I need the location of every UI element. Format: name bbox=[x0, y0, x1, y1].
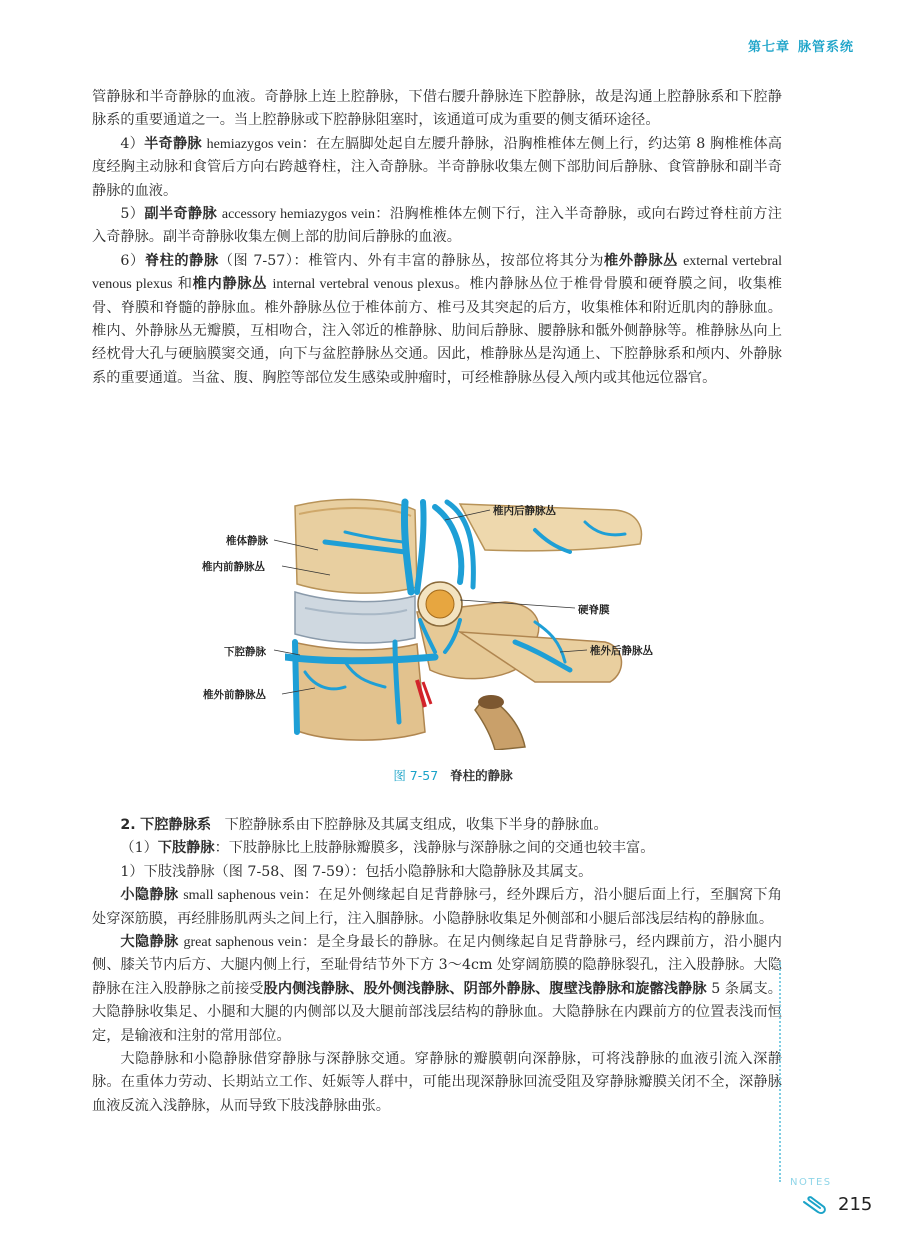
paragraph-text: ：是全身最长的静脉。在足内侧缘起自足背静脉弓，经内踝前方，沿小腿内侧、膝关节内后方、大腿内侧上行，至耻骨结节外下方 3～4cm 处穿阔筋膜的隐静脉裂孔，注入股静脉。大隐静脉在注入股静脉之前接受 bbox=[92, 934, 782, 997]
latin-term: great saphenous vein bbox=[183, 935, 302, 951]
latin-term: hemiazygos vein bbox=[206, 136, 302, 152]
paragraph bbox=[92, 837, 782, 860]
body-text-bottom bbox=[92, 814, 782, 1118]
item-number: 5） bbox=[120, 206, 145, 223]
term: 椎外静脉丛 bbox=[604, 252, 678, 269]
figure-title: 脊柱的静脉 bbox=[450, 768, 513, 783]
paperclip-icon bbox=[800, 1194, 830, 1216]
page-number: 215 bbox=[838, 1194, 873, 1215]
chapter-title: 脉管系统 bbox=[797, 40, 854, 55]
chapter-label: 第七章 bbox=[747, 40, 790, 55]
figure-caption bbox=[0, 766, 906, 784]
term: 椎内静脉丛 bbox=[192, 276, 268, 293]
section-title: 下腔静脉系 bbox=[140, 817, 212, 833]
paragraph-text: ：下肢静脉比上肢静脉瓣膜多，浅静脉与深静脉之间的交通也较丰富。 bbox=[214, 840, 655, 857]
label-inferior-vena-cava: 下腔静脉 bbox=[224, 646, 266, 658]
paragraph bbox=[92, 203, 782, 250]
paragraph-text: 下腔静脉系由下腔静脉及其属支组成，收集下半身的静脉血。 bbox=[224, 817, 608, 833]
term: 下肢静脉 bbox=[157, 840, 215, 857]
paragraph: 管静脉和半奇静脉的血液。奇静脉上连上腔静脉，下借右腰升静脉连下腔静脉，故是沟通上腔静脉系和下腔静脉系的重要通道之一。当上腔静脉或下腔静脉阻塞时，该通道可成为重要的侧支循环途径。 bbox=[92, 89, 782, 129]
term: 小隐静脉 bbox=[120, 887, 179, 904]
paragraph-text: 。椎内静脉丛位于椎骨骨膜和硬脊膜之间，收集椎骨、脊膜和脊髓的静脉血。椎外静脉丛位于椎体前方、椎弓及其突起的后方，收集椎体和附近肌肉的静脉血。椎内、外静脉丛无瓣膜，互相吻合，注入邻近的椎静脉、肋间后静脉、腰静脉和骶外侧静脉等。椎静脉丛向上经枕骨大孔与硬脑膜窦交通，向下与盆腔静脉丛交通。因此，椎静脉丛是沟通上、下腔静脉系和颅内、外静脉系的重要通道。当盆、腹、胸腔等部位发生感染或肿瘤时，可经椎静脉丛侵入颅内或其他远位器官。 bbox=[92, 276, 782, 386]
latin-term: internal vertebral venous plexus bbox=[272, 277, 454, 293]
term: 副半奇静脉 bbox=[144, 206, 217, 223]
label-anterior-internal-plexus: 椎内前静脉丛 bbox=[202, 561, 265, 573]
term: 脊柱的静脉 bbox=[144, 252, 219, 269]
spine-veins-illustration bbox=[285, 492, 661, 750]
term: 大隐静脉 bbox=[120, 934, 179, 951]
paragraph-text: ：在足外侧缘起自足背静脉弓，经外踝后方，沿小腿后面上行，至腘窝下角处穿深筋膜，再经腓肠肌两头之间上行，注入腘静脉。小隐静脉收集足外侧部和小腿后部浅层结构的静脉血。 bbox=[92, 887, 782, 927]
paragraph-text: ：在左膈脚处起自左腰升静脉，沿胸椎椎体左侧上行，约达第 8 胸椎椎体高度经胸主动脉和食管后方向右跨越脊柱，注入奇静脉。半奇静脉收集左侧下部肋间后静脉、食管静脉和副半奇静脉的血液。 bbox=[92, 135, 782, 199]
paragraph-text: 和 bbox=[177, 276, 193, 293]
notes-margin-line bbox=[779, 962, 781, 1182]
item-number: 6） bbox=[120, 252, 145, 269]
paragraph bbox=[92, 250, 782, 390]
paragraph: 1）下肢浅静脉（图 7-58、图 7-59）：包括小隐静脉和大隐静脉及其属支。 bbox=[120, 863, 593, 880]
label-posterior-internal-plexus: 椎内后静脉丛 bbox=[493, 505, 556, 517]
label-dura-mater: 硬脊膜 bbox=[578, 604, 610, 616]
item-number: （1） bbox=[120, 840, 158, 857]
term: 半奇静脉 bbox=[144, 135, 202, 152]
paragraph bbox=[92, 931, 782, 1048]
term: 股内侧浅静脉、股外侧浅静脉、阴部外静脉、腹壁浅静脉和旋髂浅静脉 bbox=[263, 980, 707, 997]
running-header bbox=[740, 36, 854, 55]
label-anterior-external-plexus: 椎外前静脉丛 bbox=[203, 689, 266, 701]
label-vertebral-body-vein: 椎体静脉 bbox=[226, 535, 268, 547]
paragraph-text: ：沿胸椎椎体左侧下行，注入半奇静脉，或向右跨过脊柱前方注入奇静脉。副半奇静脉收集左侧上部的肋间后静脉的血液。 bbox=[92, 206, 782, 246]
body-text-top bbox=[92, 86, 782, 390]
notes-label: NOTES bbox=[790, 1177, 832, 1188]
section-number: 2. bbox=[120, 817, 136, 833]
figure-number: 图 7-57 bbox=[393, 768, 439, 783]
label-posterior-external-plexus: 椎外后静脉丛 bbox=[590, 645, 653, 657]
item-number: 4） bbox=[120, 135, 145, 152]
paragraph bbox=[92, 884, 782, 931]
paragraph bbox=[92, 133, 782, 203]
paragraph: 大隐静脉和小隐静脉借穿静脉与深静脉交通。穿静脉的瓣膜朝向深静脉，可将浅静脉的血液引流入深静脉。在重体力劳动、长期站立工作、妊娠等人群中，可能出现深静脉回流受阻及穿静脉瓣膜关闭不全，深静脉血液反流入浅静脉，从而导致下肢浅静脉曲张。 bbox=[92, 1051, 782, 1114]
latin-term: accessory hemiazygos vein bbox=[221, 207, 375, 223]
paragraph-text: 5 条属支。大隐静脉收集足、小腿和大腿的内侧部以及大腿前部浅层结构的静脉血。大隐静脉在内踝前方的位置表浅而恒定，是输液和注射的常用部位。 bbox=[92, 980, 782, 1044]
paragraph-text: （图 7-57）：椎管内、外有丰富的静脉丛，按部位将其分为 bbox=[218, 252, 605, 269]
section-heading bbox=[92, 814, 782, 837]
latin-term: external vertebral venous plexus bbox=[92, 253, 782, 293]
latin-term: small saphenous vein bbox=[183, 888, 304, 904]
